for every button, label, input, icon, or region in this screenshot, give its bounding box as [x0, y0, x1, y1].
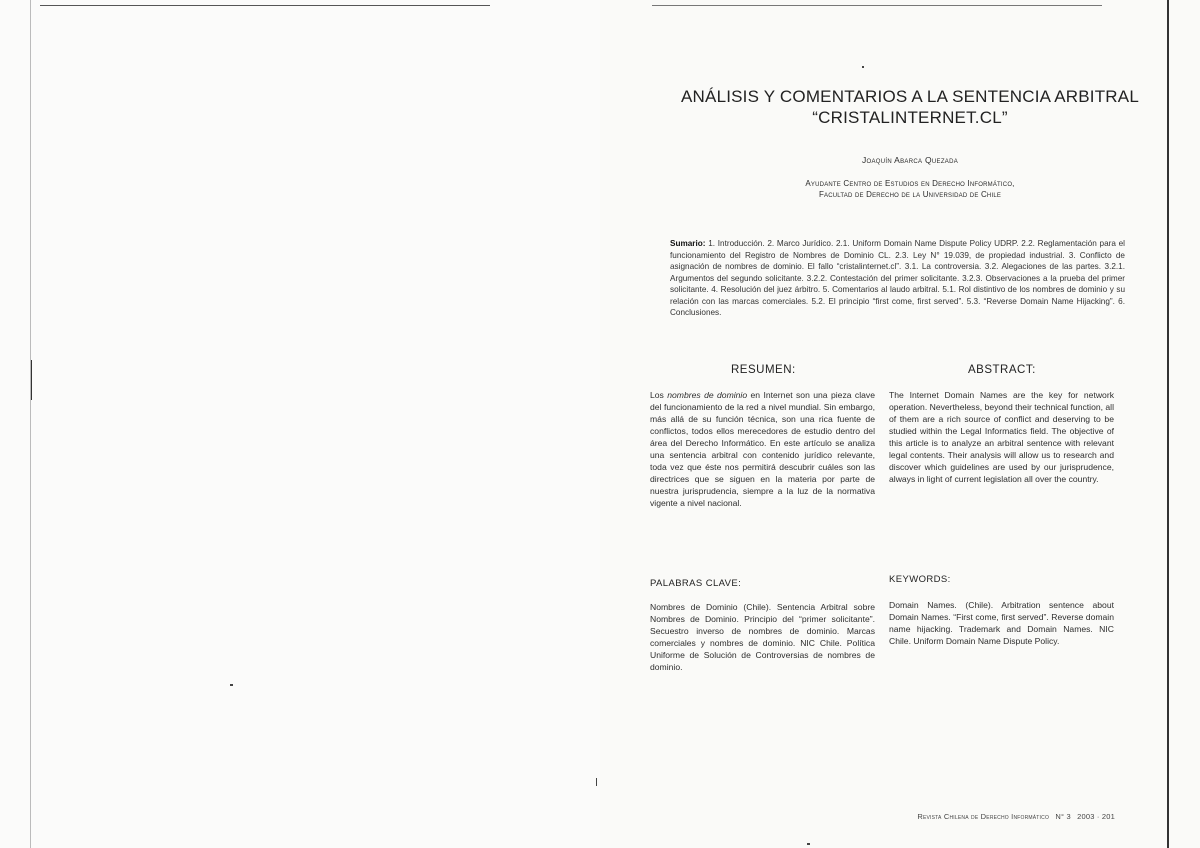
left-edge-scan-mark [30, 0, 31, 848]
article-title-line-1: ANÁLISIS Y COMENTARIOS A LA SENTENCIA ARBITRAL [681, 87, 1139, 106]
article-title-line-2: “CRISTALINTERNET.CL” [812, 108, 1008, 127]
abstract-heading: ABSTRACT: [968, 364, 1036, 376]
page-footer [913, 812, 1115, 821]
resumen-heading: RESUMEN: [731, 364, 796, 376]
resumen-text-start: Los [650, 390, 668, 400]
summary-paragraph [670, 238, 1125, 319]
palabras-clave-heading: PALABRAS CLAVE: [650, 578, 742, 589]
abstract-text: The Internet Domain Names are the key for network operation. Nevertheless, beyond their technical function, all of them are a rich source of conflict and deserving to be studied within the Legal Informatics field. The objective of this article is to analyze an arbitral sentence with relevant legal contents. Their analysis will allow us to research and discover which guidelines are used by our jurisprudence, always in light of current legislation all over the country. [889, 390, 1115, 484]
summary-text: 1. Introducción. 2. Marco Jurídico. 2.1. Uniform Domain Name Dispute Policy UDRP. 2.2. Reglamentación para el funcionamiento del Registro de Nombres de Dominio CL. 2.3. Ley N° 19.039, de propiedad industrial. 3. Conflicto de asignación de nombres de dominio. El fallo “cristalinternet.cl”. 3.1. La controversia. 3.2. Alegaciones de las partes. 3.2.1. Argumentos del segundo solicitante. 3.2.2. Contestación del primer solicitante. 3.2.3. Observaciones a la prueba del primer solicitante. 4. Resolución del juez árbitro. 5. Comentarios al laudo arbitral. 5.1. Rol distintivo de los nombres de dominio y su relación con las marcas comerciales. 5.2. El principio “first come, first served”. 5.3. “Reverse Domain Name Hijacking”. 6. Conclusiones. [670, 239, 1125, 317]
footer-year-page: 2003 · 201 [1077, 812, 1115, 821]
resumen-text-emphasis: nombres de dominio [667, 390, 748, 400]
stray-mark [807, 843, 810, 845]
affiliation-line-1: Ayudante Centro de Estudios en Derecho Informático, [805, 179, 1015, 188]
resumen-text [650, 389, 875, 509]
author-name: Joaquín Abarca Quezada [861, 155, 959, 165]
resumen-text-rest: en Internet son una pieza clave del funcionamiento de la red a nivel mundial. Sin embargo, más allá de su función técnica, son una rica fuente de conflictos, todos ellos merecedores de estudio dentro del área del Derecho Informático. En este artículo se analiza una sentencia arbitral con contenido jurídico relevante, toda vez que éste nos permitirá descubrir cuáles son las directrices que se siguen en la materia por parte de nuestra jurisprudencia, siempre a la luz de la normativa vigente a nivel nacional. [650, 390, 875, 508]
affiliation-line-2: Facultad de Derecho de la Universidad de Chile [818, 190, 1002, 199]
summary-label: Sumario: [670, 239, 706, 248]
left-binding-mark [31, 360, 32, 400]
palabras-clave-text: Nombres de Dominio (Chile). Sentencia Arbitral sobre Nombres de Dominio. Principio del “primer solicitante”. Secuestro inverso de nombres de dominio. Marcas comerciales y nombres de dominio. NIC Chile. Política Uniforme de Solución de Controversias de nombres de dominio. [650, 602, 875, 672]
keywords-heading: KEYWORDS: [889, 574, 951, 585]
right-page [600, 0, 1200, 848]
keywords-text: Domain Names. (Chile). Arbitration sentence about Domain Names. “First come, first served”. Reverse domain name hijacking. Trademark and Domain Names. NIC Chile. Uniform Domain Name Dispute Policy. [889, 600, 1114, 646]
top-rule-left [40, 5, 490, 6]
footer-issue: N° 3 [1055, 812, 1071, 821]
right-edge-binding [1167, 0, 1169, 848]
stray-mark [596, 778, 597, 786]
article-title [660, 86, 1160, 128]
footer-journal: Revista Chilena de Derecho Informático [917, 812, 1050, 821]
stray-mark [230, 684, 233, 686]
stray-mark [862, 66, 864, 68]
top-rule-right [652, 5, 1102, 6]
author-affiliation [660, 178, 1160, 200]
